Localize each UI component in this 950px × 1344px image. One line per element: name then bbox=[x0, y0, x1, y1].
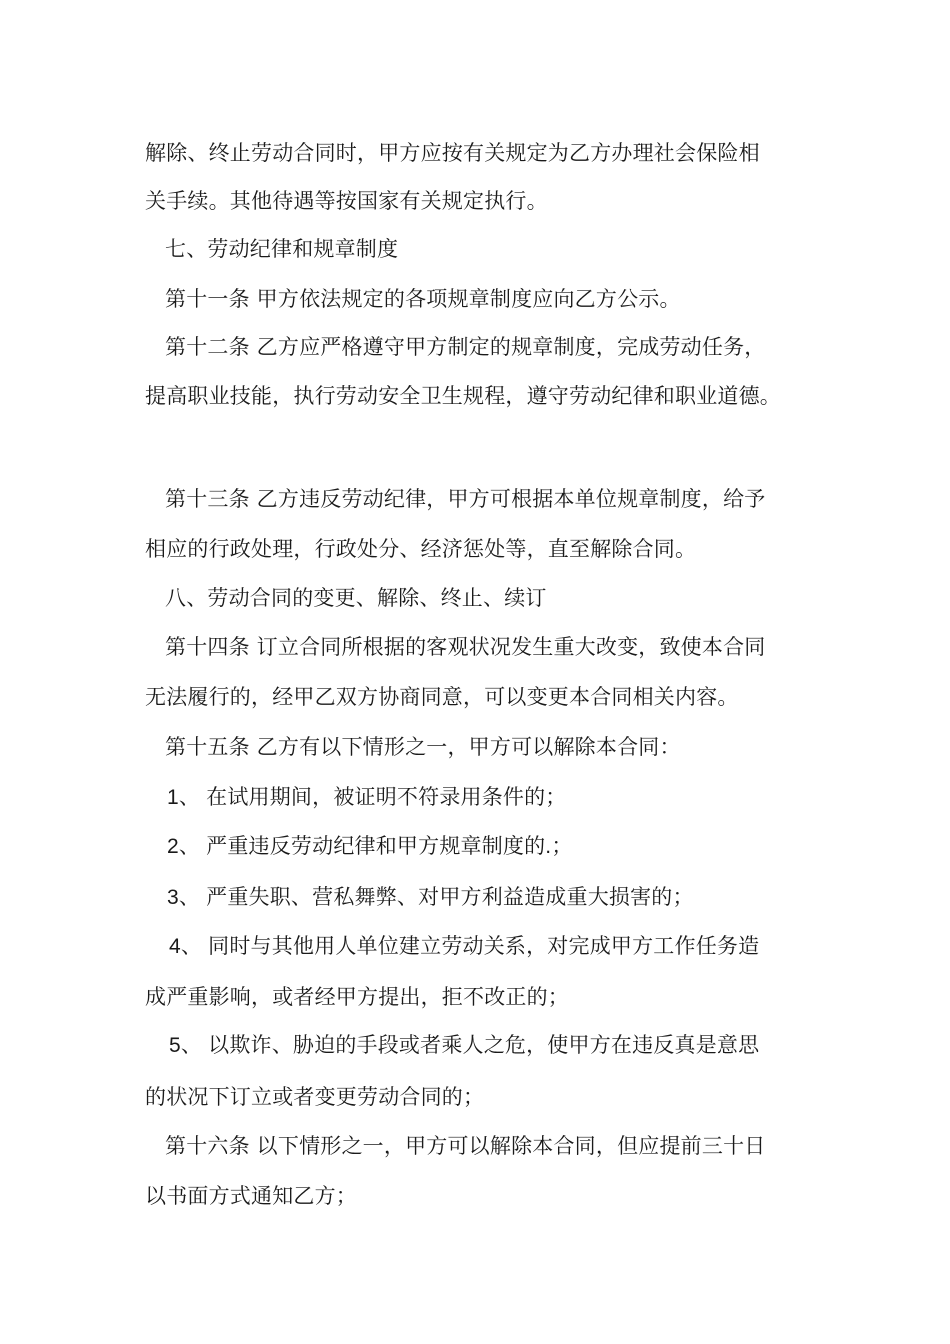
list-item: 2、 严重违反劳动纪律和甲方规章制度的.； bbox=[167, 835, 573, 858]
section-heading: 七、劳动纪律和规章制度 bbox=[165, 237, 399, 261]
text-line: 解除、终止劳动合同时，甲方应按有关规定为乙方办理社会保险相 bbox=[145, 141, 760, 165]
text-line: 无法履行的，经甲乙双方协商同意，可以变更本合同相关内容。 bbox=[145, 685, 739, 709]
clause-line: 第十一条 甲方依法规定的各项规章制度应向乙方公示。 bbox=[165, 287, 681, 311]
list-item: 5、 以欺诈、胁迫的手段或者乘人之危，使甲方在违反真是意思 bbox=[169, 1034, 760, 1057]
clause-line: 第十五条 乙方有以下情形之一，甲方可以解除本合同： bbox=[165, 735, 681, 759]
section-heading: 八、劳动合同的变更、解除、终止、续订 bbox=[165, 586, 547, 610]
list-item: 1、 在试用期间，被证明不符录用条件的； bbox=[167, 786, 567, 809]
text-line: 成严重影响，或者经甲方提出，拒不改正的； bbox=[145, 985, 569, 1009]
clause-line: 第十三条 乙方违反劳动纪律，甲方可根据本单位规章制度，给予 bbox=[165, 487, 766, 511]
text-line: 的状况下订立或者变更劳动合同的； bbox=[145, 1085, 485, 1109]
clause-line: 第十六条 以下情形之一，甲方可以解除本合同，但应提前三十日 bbox=[165, 1134, 766, 1158]
clause-line: 第十二条 乙方应严格遵守甲方制定的规章制度，完成劳动任务， bbox=[165, 335, 766, 359]
clause-line: 第十四条 订立合同所根据的客观状况发生重大改变，致使本合同 bbox=[165, 635, 766, 659]
text-line: 相应的行政处理，行政处分、经济惩处等，直至解除合同。 bbox=[145, 537, 697, 561]
list-item: 4、 同时与其他用人单位建立劳动关系，对完成甲方工作任务造 bbox=[169, 935, 760, 958]
text-line: 关手续。其他待遇等按国家有关规定执行。 bbox=[145, 189, 548, 213]
list-item: 3、 严重失职、营私舞弊、对甲方利益造成重大损害的； bbox=[167, 886, 694, 909]
text-line: 以书面方式通知乙方； bbox=[145, 1184, 357, 1208]
text-line: 提高职业技能，执行劳动安全卫生规程，遵守劳动纪律和职业道德。 bbox=[145, 384, 781, 408]
